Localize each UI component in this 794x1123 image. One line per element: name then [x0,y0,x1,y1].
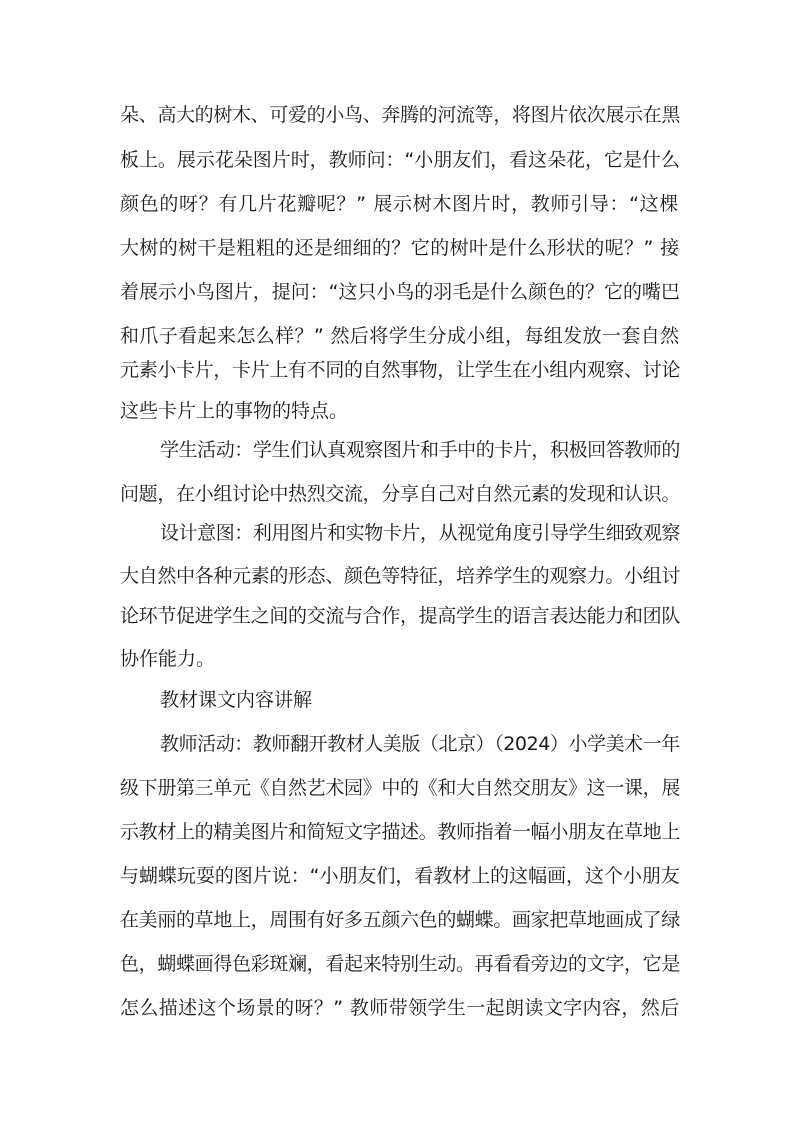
text-line: 和爪子看起来怎么样？” 然后将学生分成小组，每组发放一套自然 [120,325,680,347]
text-line: 设计意图：利用图片和实物卡片，从视觉角度引导学生细致观察 [160,522,681,544]
text-line: 这些卡片上的事物的特点。 [120,400,349,422]
text-line: 大自然中各种元素的形态、颜色等特征，培养学生的观察力。小组讨 [120,565,681,587]
text-line: 问题，在小组讨论中热烈交流，分享自己对自然元素的发现和认识。 [120,483,681,505]
text-line: 色，蝴蝶画得色彩斑斓，看起来特别生动。再看看旁边的文字，它是 [120,953,681,975]
text-line: 朵、高大的树木、可爱的小鸟、奔腾的河流等，将图片依次展示在黑 [120,104,681,126]
text-line: 论环节促进学生之间的交流与合作，提高学生的语言表达能力和团队 [120,605,681,627]
text-line: 颜色的呀？有几片花瓣呢？” 展示树木图片时，教师引导：“这棵 [120,193,680,215]
text-line: 协作能力。 [120,648,216,670]
text-line: 板上。展示花朵图片时，教师问：“小朋友们，看这朵花，它是什么 [120,149,680,171]
text-line: 学生活动：学生们认真观察图片和手中的卡片，积极回答教师的 [160,439,681,461]
text-line: 在美丽的草地上，周围有好多五颜六色的蝴蝶。画家把草地画成了绿 [120,909,681,931]
text-line: 示教材上的精美图片和简短文字描述。教师指着一幅小朋友在草地上 [120,821,681,843]
text-line: 级下册第三单元《自然艺术园》中的《和大自然交朋友》这一课，展 [120,777,681,799]
section-heading: 教材课文内容讲解 [160,689,313,711]
text-line: 元素小卡片，卡片上有不同的自然事物，让学生在小组内观察、讨论 [120,359,681,381]
text-line: 怎么描述这个场景的呀？” 教师带领学生一起朗读文字内容，然后 [120,997,680,1019]
text-line: 与蝴蝶玩耍的图片说：“小朋友们，看教材上的这幅画，这个小朋友 [120,865,680,887]
text-line: 教师活动：教师翻开教材人美版（北京）（2024）小学美术一年 [160,733,680,755]
text-line: 大树的树干是粗粗的还是细细的？它的树叶是什么形状的呢？” 接 [120,237,680,259]
text-line: 着展示小鸟图片，提问：“这只小鸟的羽毛是什么颜色的？它的嘴巴 [120,281,680,303]
